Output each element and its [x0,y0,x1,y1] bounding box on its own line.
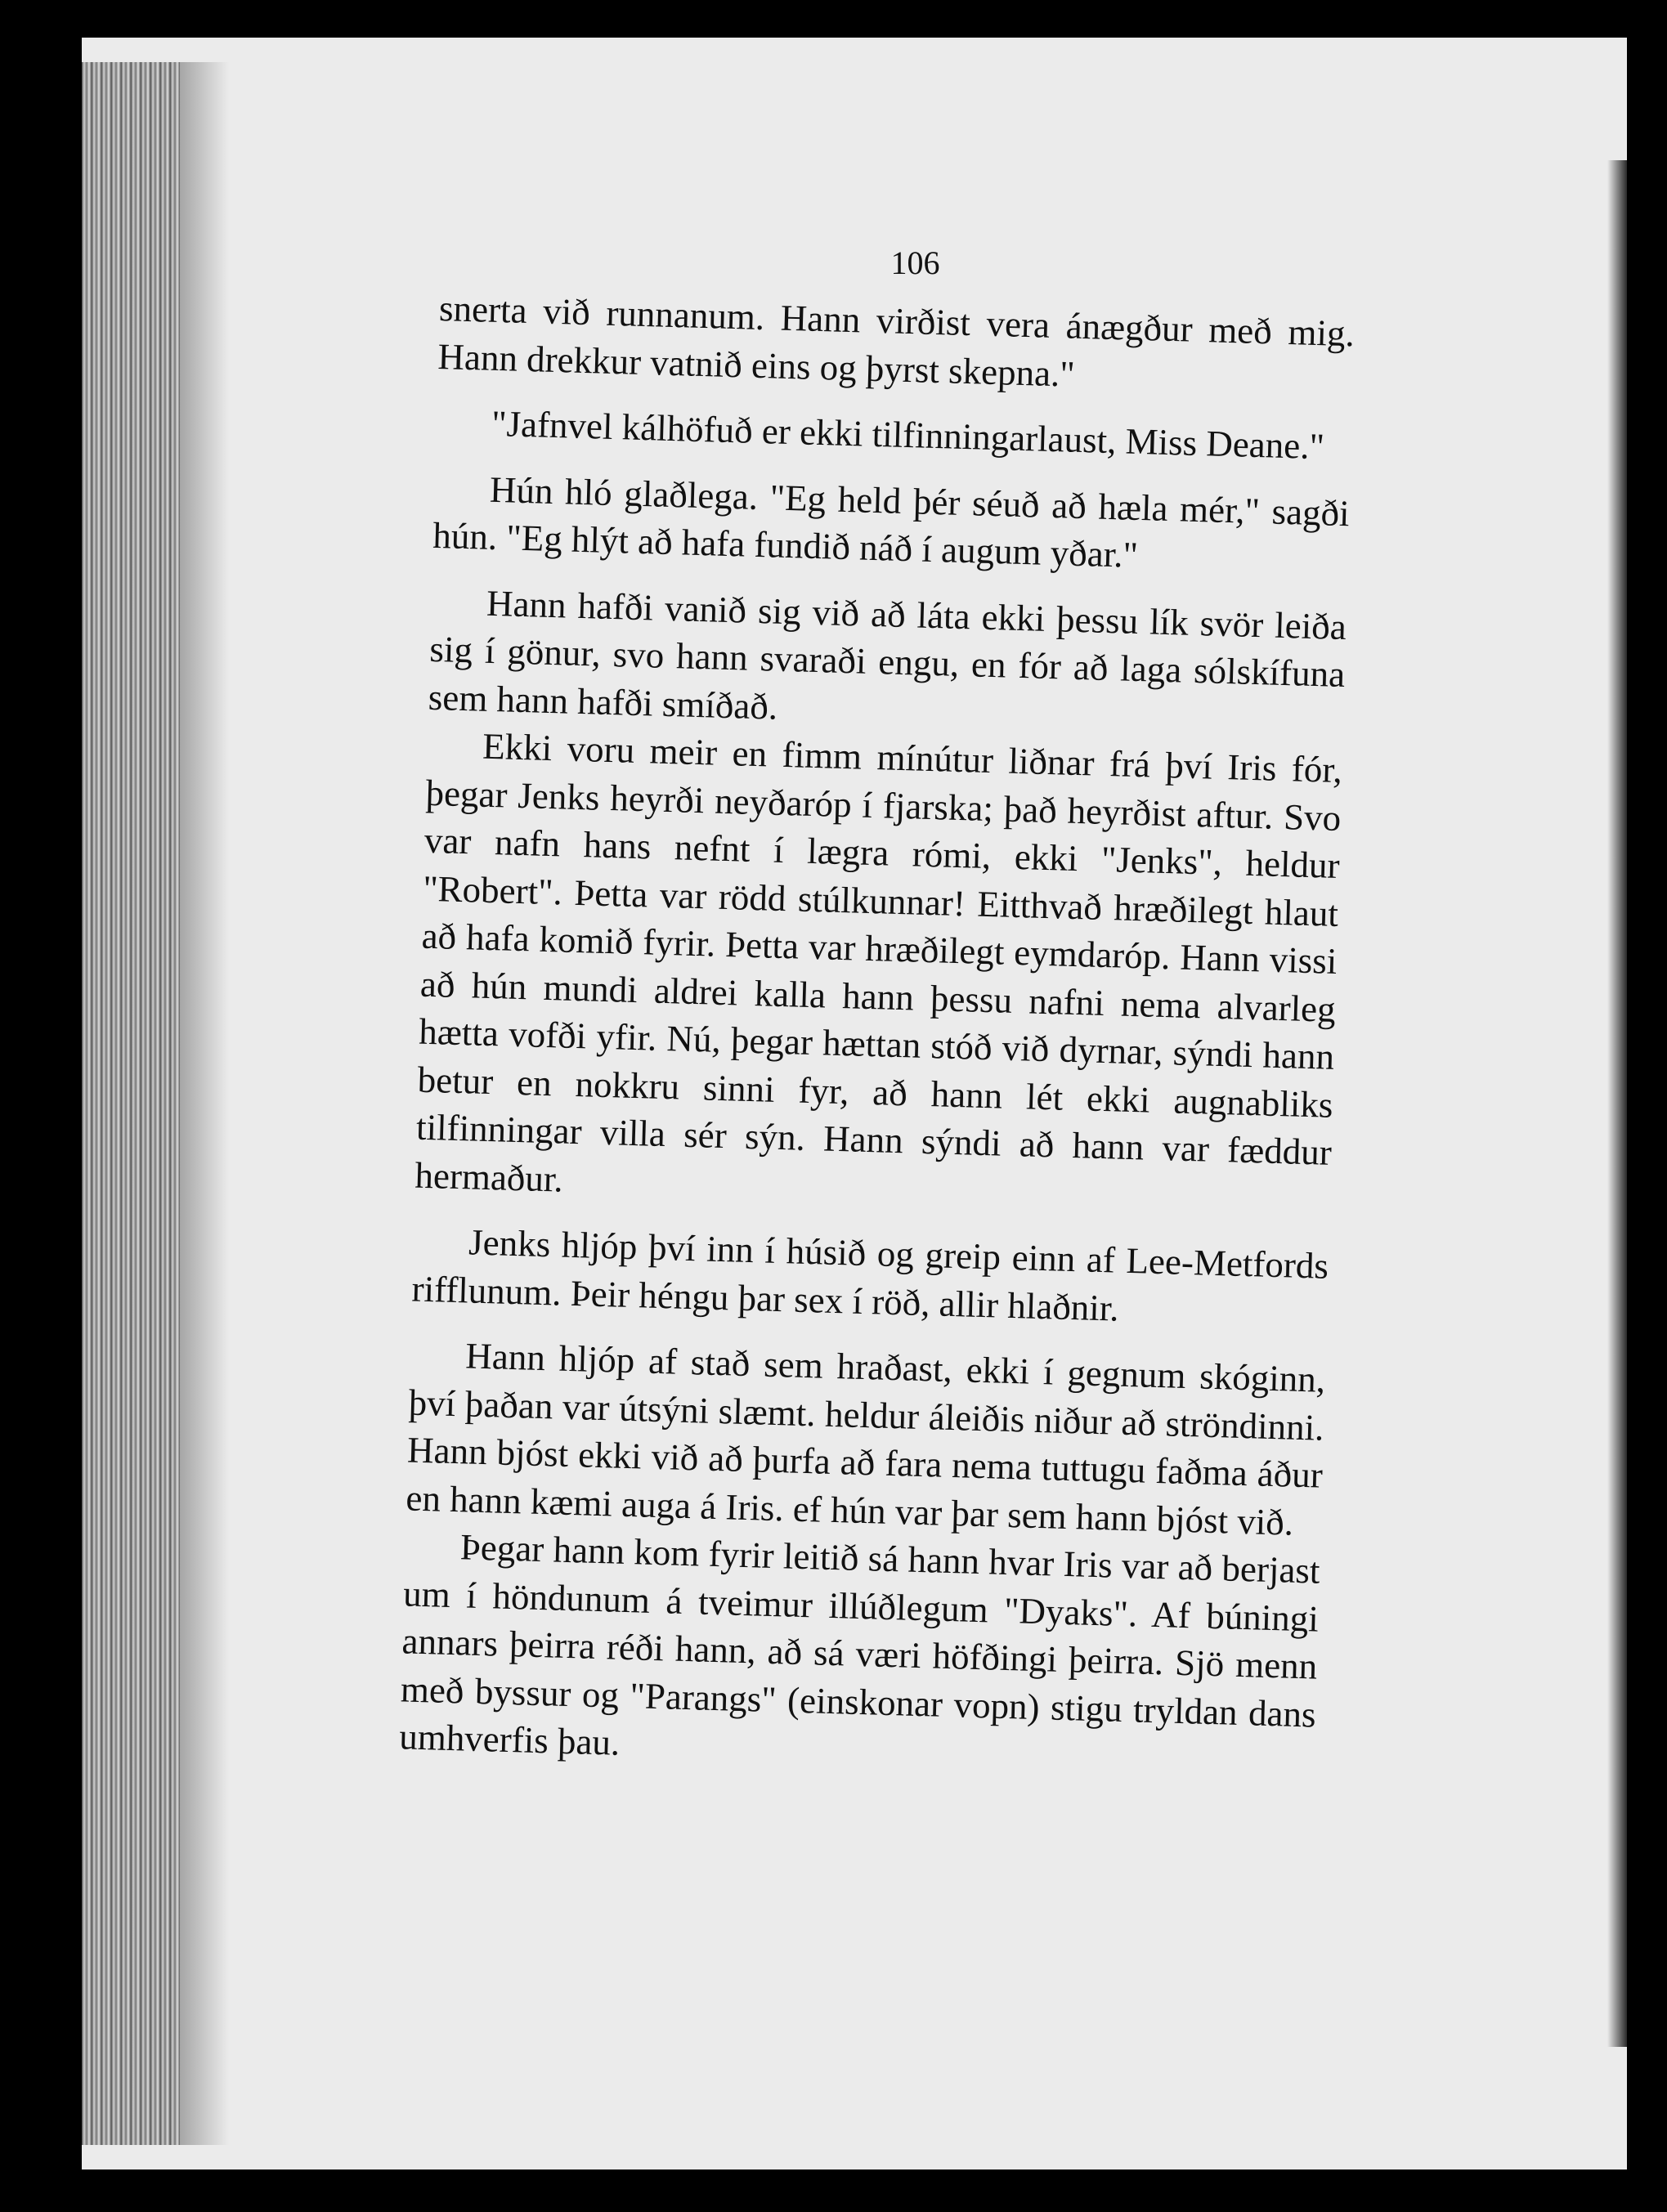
paragraph: "Jafnvel kálhöfuð er ekki tilfinningarlaust, Miss Deane." [491,402,1325,468]
paragraph: Ekki voru meir en fimm mínútur liðnar frá því Iris fór, þegar Jenks heyrði neyðaróp í fjarska; það heyrðist aftur. Svo var nafn hans nefnt í lægra rómi, ekki "Jenks", heldur "Robert". Þetta var rödd stúlkunnar! Eitthvað hræðilegt hlaut að hafa komið fyrir. Þetta var hræðilegt eymdaróp. Hann vissi að hún mundi aldrei kalla hann þessu nafni nema alvarleg hætta vofði yfir. Nú, þegar hættan stóð við dyrnar, sýndi hann betur en nokkru sinni fyr, að hann lét ekki augnabliks tilfinningar villa sér sýn. Hann sýndi að hann var fæddur hermaður. [414,725,1343,1200]
paragraph: Hann hafði vanið sig við að láta ekki þessu lík svör leiða sig í gönur, svo hann svaraði engu, en fór að laga sólskífuna sem hann hafði smíðað. [428,582,1347,728]
page-right-edge [1607,160,1627,2047]
paragraph: Hún hló glaðlega. "Eg held þér séuð að hæla mér," sagði hún. "Eg hlýt að hafa fundið náð í augum yðar." [432,468,1351,575]
body-text [398,284,1356,1804]
page-number: 106 [890,244,940,281]
paragraph: Hann hljóp af stað sem hraðast, ekki í gegnum skóginn, því þaðan var útsýni slæmt. heldur áleiðis niður að ströndinni. Hann bjóst ekki við að þurfa að fara nema tuttugu faðma áður en hann kæmi auga á Iris. ef hún var þar sem hann bjóst við. [405,1335,1326,1543]
binding-fade [180,62,229,2145]
paragraph: Þegar hann kom fyrir leitið sá hann hvar Iris var að berjast um í höndunum á tveimur illúðlegum "Dyaks". Af búningi annars þeirra réði hann, að sá væri höfðingi þeirra. Sjö menn með byssur og "Parangs" (einskonar vopn) stigu tryldan dans umhverfis þau. [398,1526,1321,1763]
paragraph: Jenks hljóp því inn í húsið og greip einn af Lee-Metfords rifflunum. Þeir héngu þar sex í röð, allir hlaðnir. [411,1221,1329,1329]
paragraph: snerta við runnanum. Hann virðist vera ánægður með mig. Hann drekkur vatnið eins og þyrst skepna." [437,287,1356,395]
book-binding-shadow [82,62,180,2145]
